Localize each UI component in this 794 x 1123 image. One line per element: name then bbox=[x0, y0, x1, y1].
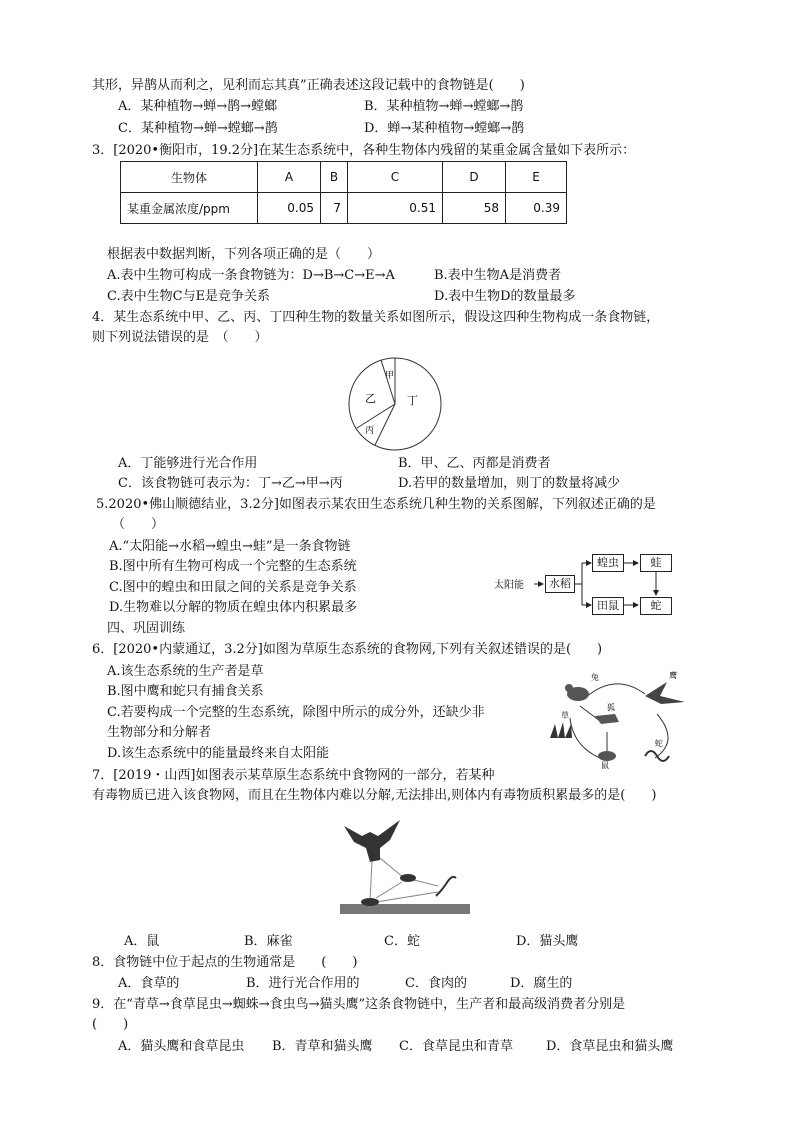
pie-label-jia: 甲 bbox=[385, 371, 395, 381]
owl-icon bbox=[344, 820, 400, 862]
q8-option-c[interactable]: C．食肉的 bbox=[405, 976, 467, 991]
diagram-locust: 蝗虫 bbox=[592, 554, 624, 572]
q7-option-d[interactable]: D．猫头鹰 bbox=[516, 934, 579, 949]
q8-stem: 8．食物链中位于起点的生物通常是 ( ) bbox=[92, 955, 358, 970]
q5-option-a[interactable]: A.“太阳能→水稻→蝗虫→蛙”是一条食物链 bbox=[109, 539, 351, 554]
q6-option-b[interactable]: B.图中鹰和蛇只有捕食关系 bbox=[107, 684, 264, 699]
mouse-icon bbox=[361, 898, 379, 906]
table-row bbox=[121, 193, 567, 224]
q3-option-a[interactable]: A.表中生物可构成一条食物链为：D→B→C→E→A bbox=[107, 268, 395, 283]
web-arrow-mouse-snake bbox=[376, 892, 438, 902]
ground bbox=[340, 904, 470, 914]
diagram-snake: 蛇 bbox=[640, 597, 672, 615]
diagram-sun: 太阳能 bbox=[494, 580, 524, 591]
table-col-c: C bbox=[348, 162, 443, 193]
mouse-icon bbox=[598, 751, 616, 761]
eagle-icon bbox=[645, 682, 685, 704]
q4-option-a[interactable]: A．丁能够进行光合作用 bbox=[118, 456, 258, 471]
label-eagle: 鹰 bbox=[669, 671, 677, 680]
snake-icon bbox=[645, 751, 669, 761]
table-cell-a: 0.05 bbox=[258, 193, 321, 224]
q5-diagram bbox=[494, 550, 694, 620]
web-arrow-snake-eagle bbox=[655, 714, 668, 758]
q6-option-c-cont: 生物部分和分解者 bbox=[107, 725, 212, 740]
diagram-mouse: 田鼠 bbox=[592, 597, 624, 615]
q8-option-b[interactable]: B．进行光合作用的 bbox=[246, 976, 360, 991]
q6-food-web bbox=[545, 666, 695, 770]
q7-option-c[interactable]: C．蛇 bbox=[384, 934, 420, 949]
q6-stem: 6．[2020•内蒙通辽，3.2分]如图为草原生态系统的食物网,下列有关叙述错误的是( ) bbox=[92, 642, 603, 657]
label-fox: 狐 bbox=[607, 703, 615, 712]
q5-paren: （ ） bbox=[112, 517, 165, 532]
section-heading: 四、巩固训练 bbox=[107, 621, 186, 636]
q2-option-a[interactable]: A．某种植物→蝉→鹊→螳螂 bbox=[118, 99, 278, 114]
q8-option-d[interactable]: D．腐生的 bbox=[510, 976, 573, 991]
web-arrow-mouse-owl bbox=[370, 862, 372, 900]
pie-label-ding: 丁 bbox=[407, 394, 418, 407]
table-row-label: 某重金属浓度/ppm bbox=[121, 193, 258, 224]
table-header-label: 生物体 bbox=[121, 162, 258, 193]
diagram-frog: 蛙 bbox=[640, 554, 672, 572]
q6-option-a[interactable]: A.该生态系统的生产者是草 bbox=[107, 664, 264, 679]
q4-stem-line2: 则下列说法错误的是 （ ） bbox=[92, 330, 268, 345]
q7-stem-line2: 有毒物质已进入该食物网，而且在生物体内难以分解,无法排出,则体内有毒物质积累最多的是( ) bbox=[92, 788, 657, 803]
table-cell-d: 58 bbox=[443, 193, 506, 224]
q3-option-d[interactable]: D.表中生物D的数量最多 bbox=[434, 289, 576, 304]
q9-option-d[interactable]: D．食草昆虫和猫头鹰 bbox=[546, 1039, 674, 1054]
q5-option-d[interactable]: D.生物难以分解的物质在蝗虫体内积累最多 bbox=[109, 600, 358, 615]
q6-option-d[interactable]: D.该生态系统中的能量最终来自太阳能 bbox=[107, 746, 330, 761]
web-arrow-sparrow-owl bbox=[380, 858, 404, 878]
q9-option-c[interactable]: C．食草昆虫和青草 bbox=[399, 1039, 513, 1054]
q2-stem: 其形，异鹊从而利之，见利而忘其真”正确表述这段记载中的食物链是( ) bbox=[92, 78, 525, 93]
q2-option-b[interactable]: B．某种植物→蝉→螳螂→鹊 bbox=[364, 99, 524, 114]
pie-label-bing: 丙 bbox=[365, 426, 375, 436]
label-grass: 草 bbox=[561, 711, 569, 720]
q9-option-b[interactable]: B．青草和猫头鹰 bbox=[272, 1039, 373, 1054]
q5-option-c[interactable]: C.图中的蝗虫和田鼠之间的关系是竞争关系 bbox=[109, 580, 357, 595]
table-cell-b: 7 bbox=[321, 193, 348, 224]
q9-stem: 9．在“青草→食草昆虫→蜘蛛→食虫鸟→猫头鹰”这条食物链中，生产者和最高级消费者分别是 bbox=[92, 997, 626, 1012]
q3-option-c[interactable]: C.表中生物C与E是竞争关系 bbox=[107, 289, 271, 304]
q2-option-d[interactable]: D．蝉→某种植物→螳螂→鹊 bbox=[364, 121, 525, 136]
web-arrow-sparrow-snake bbox=[414, 880, 438, 886]
q5-option-b[interactable]: B.图中所有生物可构成一个完整的生态系统 bbox=[109, 559, 357, 574]
snake-icon bbox=[436, 877, 456, 896]
label-rabbit: 兔 bbox=[591, 673, 599, 682]
q7-stem-line1: 7．[2019・山西]如图表示某草原生态系统中食物网的一部分，若某种 bbox=[92, 768, 495, 783]
web-arrow-rabbit-fox bbox=[580, 706, 600, 721]
rabbit-head-icon bbox=[565, 684, 573, 692]
pie-label-yi: 乙 bbox=[365, 392, 376, 405]
q6-option-c[interactable]: C.若要构成一个完整的生态系统，除图中所示的成分外，还缺少非 bbox=[107, 705, 485, 720]
grass-icon bbox=[550, 722, 572, 738]
q3-option-b[interactable]: B.表中生物A是消费者 bbox=[434, 268, 562, 283]
metal-table bbox=[120, 161, 567, 224]
sparrow-icon bbox=[400, 874, 416, 882]
fox-icon bbox=[595, 714, 619, 724]
web-arrow-grass-mouse bbox=[570, 718, 600, 758]
table-col-e: E bbox=[506, 162, 567, 193]
web-arrow-mouse-sparrow bbox=[376, 882, 402, 898]
table-row bbox=[121, 162, 567, 193]
q7-option-a[interactable]: A．鼠 bbox=[124, 934, 160, 949]
q5-stem: 5.2020•佛山顺德结业，3.2分]如图表示某农田生态系统几种生物的关系图解，下列叙述正确的是 bbox=[96, 497, 656, 512]
q4-stem-line1: 4．某生态系统中甲、乙、丙、丁四种生物的数量关系如图所示，假设这四种生物构成一条食物链， bbox=[92, 310, 660, 325]
table-col-a: A bbox=[258, 162, 321, 193]
q8-option-a[interactable]: A．食草的 bbox=[118, 976, 180, 991]
q9-paren: ( ) bbox=[92, 1017, 129, 1032]
label-snake: 蛇 bbox=[655, 739, 663, 748]
diagram-rice: 水稻 bbox=[545, 575, 575, 593]
q9-option-a[interactable]: A．猫头鹰和食草昆虫 bbox=[118, 1039, 245, 1054]
q2-option-c[interactable]: C．某种植物→蝉→螳螂→鹊 bbox=[118, 121, 278, 136]
q7-food-web bbox=[340, 814, 470, 918]
table-cell-e: 0.39 bbox=[506, 193, 567, 224]
q4-option-d[interactable]: D.若甲的数量增加，则丁的数量将减少 bbox=[398, 476, 621, 491]
q3-prompt: 根据表中数据判断，下列各项正确的是（ ） bbox=[107, 247, 381, 262]
q4-pie-chart bbox=[345, 356, 445, 452]
q7-option-b[interactable]: B．麻雀 bbox=[244, 934, 293, 949]
q4-option-b[interactable]: B．甲、乙、丙都是消费者 bbox=[398, 456, 551, 471]
web-arrow-rabbit-eagle bbox=[585, 684, 645, 698]
q4-option-c[interactable]: C．该食物链可表示为：丁→乙→甲→丙 bbox=[118, 476, 343, 491]
table-col-d: D bbox=[443, 162, 506, 193]
table-col-b: B bbox=[321, 162, 348, 193]
label-mouse: 鼠 bbox=[601, 761, 609, 770]
table-cell-c: 0.51 bbox=[348, 193, 443, 224]
q3-stem: 3．[2020•衡阳市，19.2分]在某生态系统中，各种生物体内残留的某重金属含量如下表所示： bbox=[92, 143, 636, 158]
